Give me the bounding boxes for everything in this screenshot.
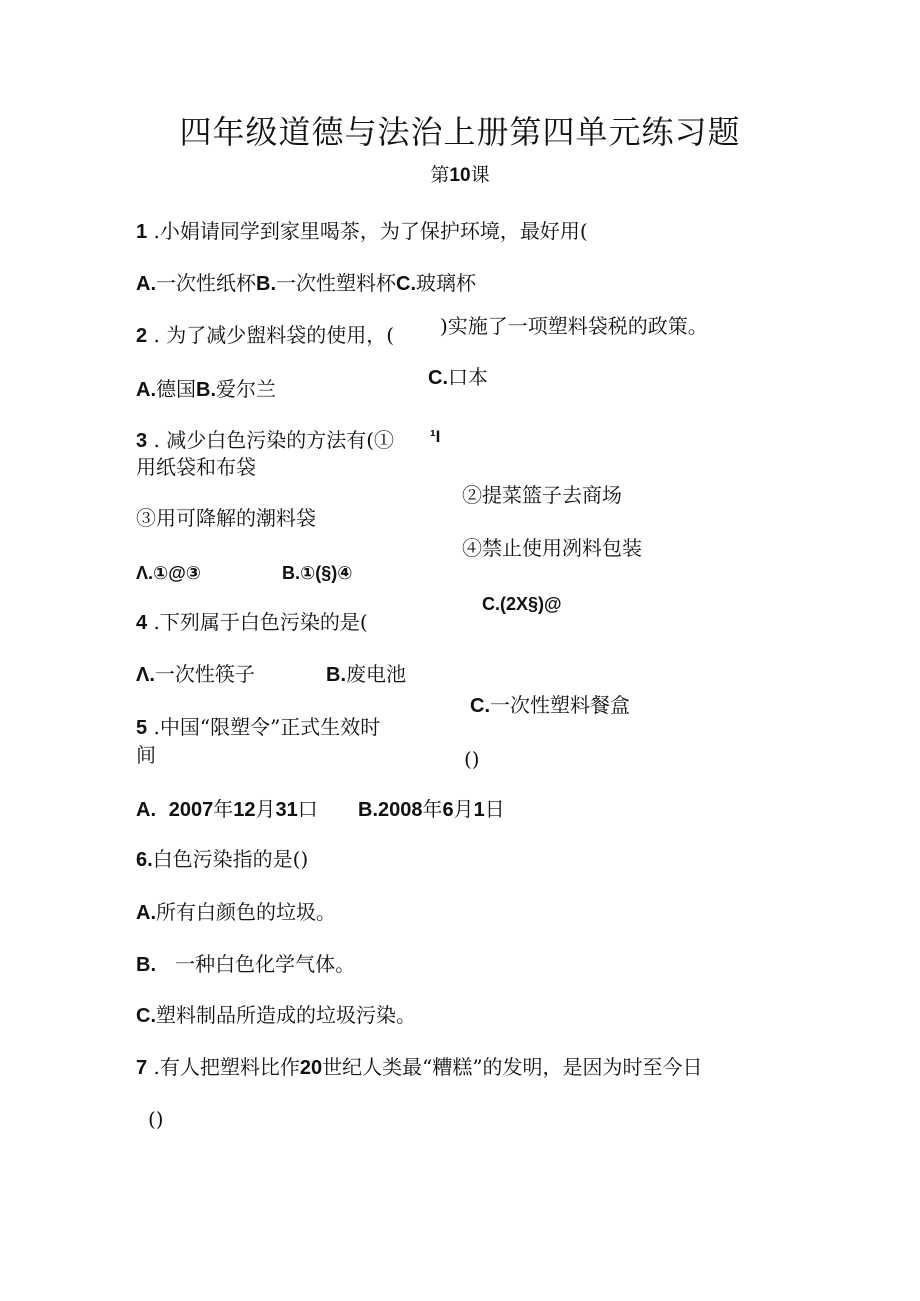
question-6-option-c: C.塑料制品所造成的垃圾污染。 (136, 1003, 416, 1027)
lesson-heading: 第10课 (430, 164, 490, 186)
question-4-option-b: B.废电池 (326, 662, 406, 686)
question-2-option-c: C.口本 (428, 365, 488, 389)
question-5: 5 .中国“限塑令”正式生效时 (136, 715, 381, 739)
question-6: 6.白色污染指的是() (136, 847, 309, 871)
question-4-option-c: C.一次性塑料餐盒 (470, 693, 630, 717)
question-5-line-2: 间 (136, 743, 156, 767)
question-3-item-3: ③用可降解的潮料袋 (136, 506, 316, 530)
question-4-option-a: Λ.一次性筷子 (136, 662, 255, 686)
question-3-option-a: Λ.①@③ (136, 563, 202, 583)
question-5-option-b: B.2008年6月1日 (358, 797, 505, 821)
question-6-option-a: A.所有白颜色的垃圾。 (136, 900, 336, 924)
question-3: 3 . 减少白色污染的方法有(① (136, 428, 394, 452)
page-title: 四年级道德与法治上册第四单元练习题 (179, 113, 741, 151)
question-3-item-4: ④禁止使用冽料包装 (462, 536, 642, 560)
question-7-paren: () (148, 1107, 164, 1131)
question-3-line-2: 用纸袋和布袋 (136, 455, 256, 479)
question-4: 4 .下列属于白色污染的是( (136, 610, 368, 634)
question-2-tail: )实施了一项塑料袋税的政策。 (440, 314, 708, 338)
question-2-options-ab: A.德国B.爱尔兰 (136, 377, 276, 401)
question-3-mark: ¹I (430, 427, 441, 446)
question-7: 7 .有人把塑料比作20世纪人类最“糟糕”的发明，是因为时至今日 (136, 1055, 703, 1079)
question-1: 1 .小娟请同学到家里喝茶，为了保护环境，最好用( (136, 219, 588, 243)
question-2: 2 . 为了减少盥料袋的使用，( (136, 323, 394, 347)
question-3-option-c: C.(2X§)@ (482, 594, 562, 614)
question-1-options: A.一次性纸杯B.一次性塑料杯C.玻璃杯 (136, 271, 476, 295)
question-6-option-b: B. 一种白色化学气体。 (136, 952, 356, 976)
question-3-item-2: ②提菜篮子去商场 (462, 483, 622, 507)
question-3-option-b: B.①(§)④ (282, 563, 353, 583)
question-5-option-a: A. 2007年12月31口 (136, 797, 318, 821)
question-5-paren: () (464, 747, 480, 771)
